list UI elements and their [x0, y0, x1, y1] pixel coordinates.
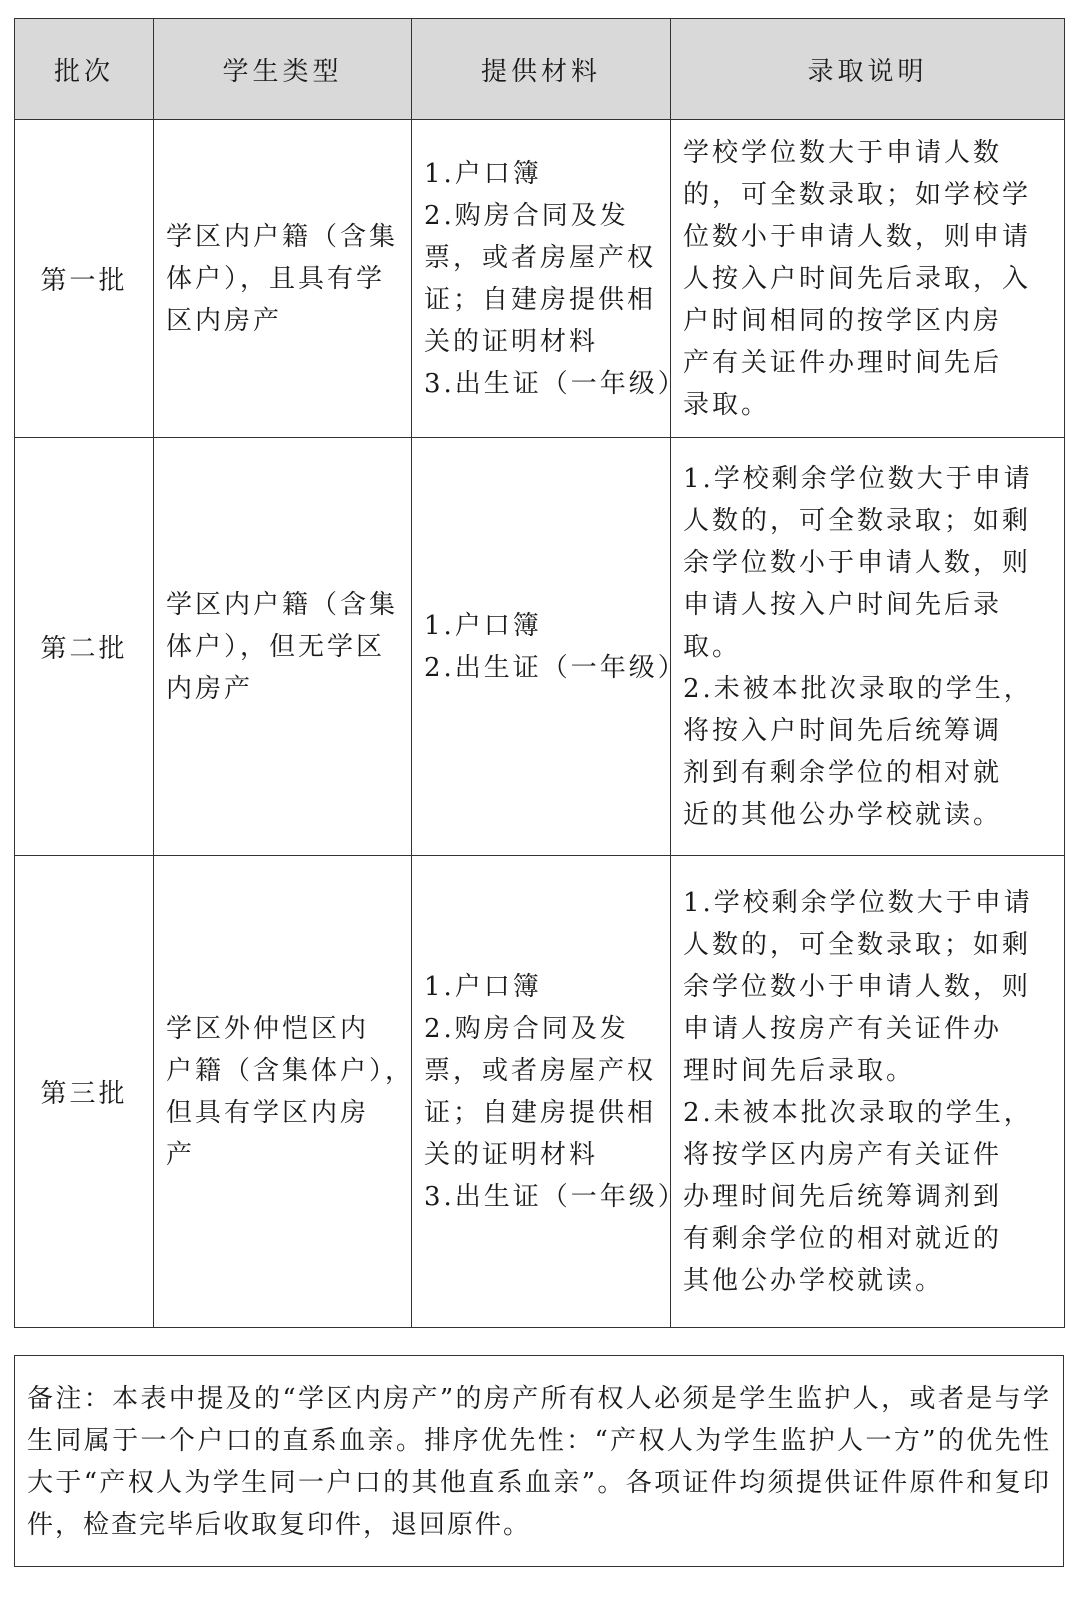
- table-row: [15, 856, 1065, 1328]
- text-line: 近的其他公办学校就读。: [683, 799, 1003, 830]
- header-admission-notes: 录取说明: [671, 19, 1065, 120]
- text-line: 2.未被本批次录取的学生，: [683, 673, 1033, 704]
- text-line: 1.学校剩余学位数大于申请: [683, 463, 1033, 494]
- text-line: 将按入户时间先后统筹调: [683, 715, 1003, 746]
- text-line: 1.户口簿: [424, 158, 542, 189]
- materials-cell: [412, 120, 687, 438]
- header-batch: 批次: [15, 19, 154, 120]
- text-line: 申请人按房产有关证件办: [683, 1013, 1003, 1044]
- text-line: 区内房产: [166, 305, 283, 336]
- text-line: 1.户口簿: [424, 971, 542, 1002]
- table-header-row: [15, 19, 1065, 120]
- materials-cell: [412, 856, 687, 1328]
- text-line: 产有关证件办理时间先后: [683, 347, 1003, 378]
- text-line: 3.出生证（一年级）: [424, 1181, 687, 1212]
- batch-cell: 第三批: [15, 856, 154, 1328]
- text-line: 体户），且具有学: [166, 263, 386, 294]
- text-line: 理时间先后录取。: [683, 1055, 916, 1086]
- admission-notes-cell: [671, 856, 1065, 1328]
- text-line: 剂到有剩余学位的相对就: [683, 757, 1003, 788]
- student-type-cell: [154, 856, 415, 1328]
- batch-cell: 第二批: [15, 438, 154, 856]
- text-line: 2.购房合同及发: [424, 200, 629, 231]
- text-line: 学区外仲恺区内: [166, 1013, 370, 1044]
- text-line: 关的证明材料: [424, 326, 599, 357]
- table-row: [15, 438, 1065, 856]
- text-line: 2.未被本批次录取的学生，: [683, 1097, 1033, 1128]
- header-materials: 提供材料: [412, 19, 671, 120]
- remark-box: 备注：本表中提及的“学区内房产”的房产所有权人必须是学生监护人，或者是与学生同属于一个户口的直系血亲。排序优先性：“产权人为学生监护人一方”的优先性大于“产权人为学生同一户口的其他直系血亲”。各项证件均须提供证件原件和复印件，检查完毕后收取复印件，退回原件。: [14, 1355, 1064, 1567]
- text-line: 3.出生证（一年级）: [424, 368, 687, 399]
- text-line: 产: [166, 1139, 196, 1170]
- text-line: 体户），但无学区: [166, 631, 386, 662]
- text-line: 申请人按入户时间先后录: [683, 589, 1003, 620]
- text-line: 学区内户籍（含集: [166, 221, 399, 252]
- text-line: 其他公办学校就读。: [683, 1265, 945, 1296]
- text-line: 学校学位数大于申请人数: [683, 137, 1003, 168]
- text-line: 人数的，可全数录取；如剩: [683, 505, 1032, 536]
- text-line: 票，或者房屋产权: [424, 1055, 657, 1086]
- header-student-type: 学生类型: [154, 19, 412, 120]
- text-line: 位数小于申请人数，则申请: [683, 221, 1032, 252]
- text-line: 内房产: [166, 673, 254, 704]
- text-line: 有剩余学位的相对就近的: [683, 1223, 1003, 1254]
- text-line: 票，或者房屋产权: [424, 242, 657, 273]
- text-line: 户时间相同的按学区内房: [683, 305, 1003, 336]
- table-row: [15, 120, 1065, 438]
- text-line: 的，可全数录取；如学校学: [683, 179, 1032, 210]
- text-line: 人按入户时间先后录取，入: [683, 263, 1032, 294]
- text-line: 2.购房合同及发: [424, 1013, 629, 1044]
- student-type-cell: [154, 438, 412, 856]
- text-line: 余学位数小于申请人数，则: [683, 971, 1032, 1002]
- admission-notes-cell: [671, 120, 1065, 438]
- text-line: 办理时间先后统筹调剂到: [683, 1181, 1003, 1212]
- text-line: 证；自建房提供相: [424, 284, 657, 315]
- text-line: 1.户口簿: [424, 610, 542, 641]
- text-line: 录取。: [683, 389, 771, 420]
- admission-table: [14, 18, 1065, 1328]
- batch-cell: 第一批: [15, 120, 154, 438]
- materials-cell: [412, 438, 687, 856]
- student-type-cell: [154, 120, 412, 438]
- text-line: 但具有学区内房: [166, 1097, 370, 1128]
- text-line: 户籍（含集体户），: [166, 1055, 415, 1086]
- text-line: 余学位数小于申请人数，则: [683, 547, 1032, 578]
- text-line: 2.出生证（一年级）: [424, 652, 687, 683]
- text-line: 1.学校剩余学位数大于申请: [683, 887, 1033, 918]
- text-line: 学区内户籍（含集: [166, 589, 399, 620]
- text-line: 将按学区内房产有关证件: [683, 1139, 1003, 1170]
- admission-notes-cell: [671, 438, 1065, 856]
- text-line: 关的证明材料: [424, 1139, 599, 1170]
- text-line: 证；自建房提供相: [424, 1097, 657, 1128]
- text-line: 人数的，可全数录取；如剩: [683, 929, 1032, 960]
- text-line: 取。: [683, 631, 742, 662]
